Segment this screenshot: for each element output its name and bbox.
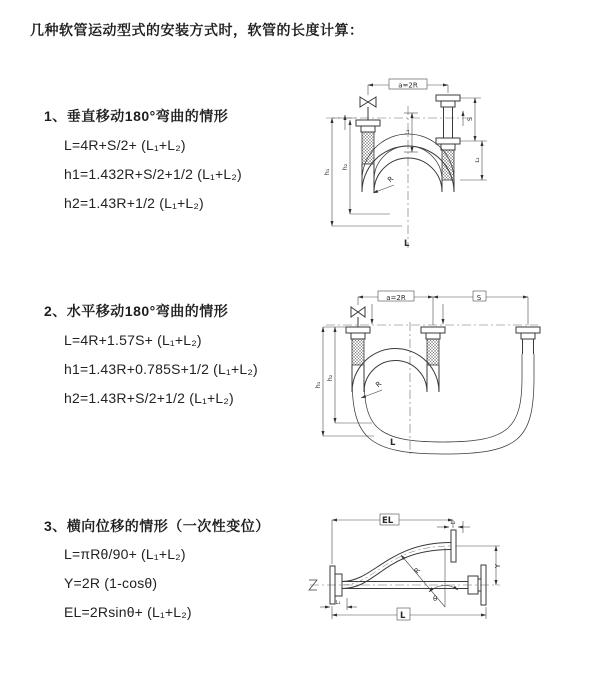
dim-label-s: S [466,116,474,122]
section-1-heading: 1、垂直移动180°弯曲的情形 [44,108,229,124]
formula: h1=1.43R+0.785S+1/2 (L₁+L₂) [64,361,258,377]
dim-label-l: L [390,438,396,448]
upper-flange [451,530,456,562]
dim-label-h2: h₂ [326,374,334,382]
dim-label-h1: h₁ [314,381,322,389]
valve-icon [360,97,376,120]
dim-label-l1: L₁ [335,600,341,606]
dimension-lines [332,79,487,226]
dim-label-s: S [476,294,482,302]
braid-section [442,150,454,180]
dim-label-r: R [374,379,384,390]
dim-label-a2r: a=2R [386,294,406,302]
formula: h2=1.43R+1/2 (L₁+L₂) [64,195,204,211]
dim-label-l1: L₁ [405,129,411,135]
valve-icon [351,307,365,327]
diagram-horizontal-180-bend [312,282,546,474]
dimension-lines [320,514,500,620]
dim-label-a2r: a=2R [398,81,418,90]
braid-section [362,132,374,164]
section-2-heading: 2、水平移动180°弯曲的情形 [44,303,229,319]
dim-label-l: L [400,611,406,621]
section-3-heading: 3、横向位移的情形（一次性变位） [44,518,270,534]
dim-label-theta: θ [433,595,438,603]
dim-label-l2: L₂ [475,157,481,163]
formula: h1=1.432R+S/2+1/2 (L₁+L₂) [64,166,242,182]
hose-u-curves [352,349,534,455]
formula: L=πRθ/90+ (L₁+L₂) [64,546,186,562]
dim-label-l: L [404,239,410,249]
dim-label-l2: L₂ [450,520,456,526]
formula: EL=2Rsinθ+ (L₁+L₂) [64,604,192,620]
diagram-lateral-displacement [300,503,600,653]
braid-section [352,339,364,365]
formula: h2=1.43R+S/2+1/2 (L₁+L₂) [64,390,234,406]
formula: Y=2R (1-cosθ) [64,575,158,591]
braid-section [427,339,439,365]
page-title: 几种软管运动型式的安装方式时，软管的长度计算： [30,22,364,38]
dim-label-r: R [412,566,423,576]
right-fitting-upper [436,95,460,138]
dim-label-r: R [386,174,396,185]
dim-label-el: EL [382,516,394,526]
diagram-vertical-180-bend [310,68,532,260]
dim-label-h1: h₁ [323,168,331,176]
formula: L=4R+1.57S+ (L₁+L₂) [64,332,202,348]
dim-label-y: Y [494,563,502,569]
dim-label-h2: h₂ [341,163,349,171]
formula: L=4R+S/2+ (L₁+L₂) [64,137,186,153]
angle-construction [401,548,458,607]
right-fitting-moved [516,327,540,354]
